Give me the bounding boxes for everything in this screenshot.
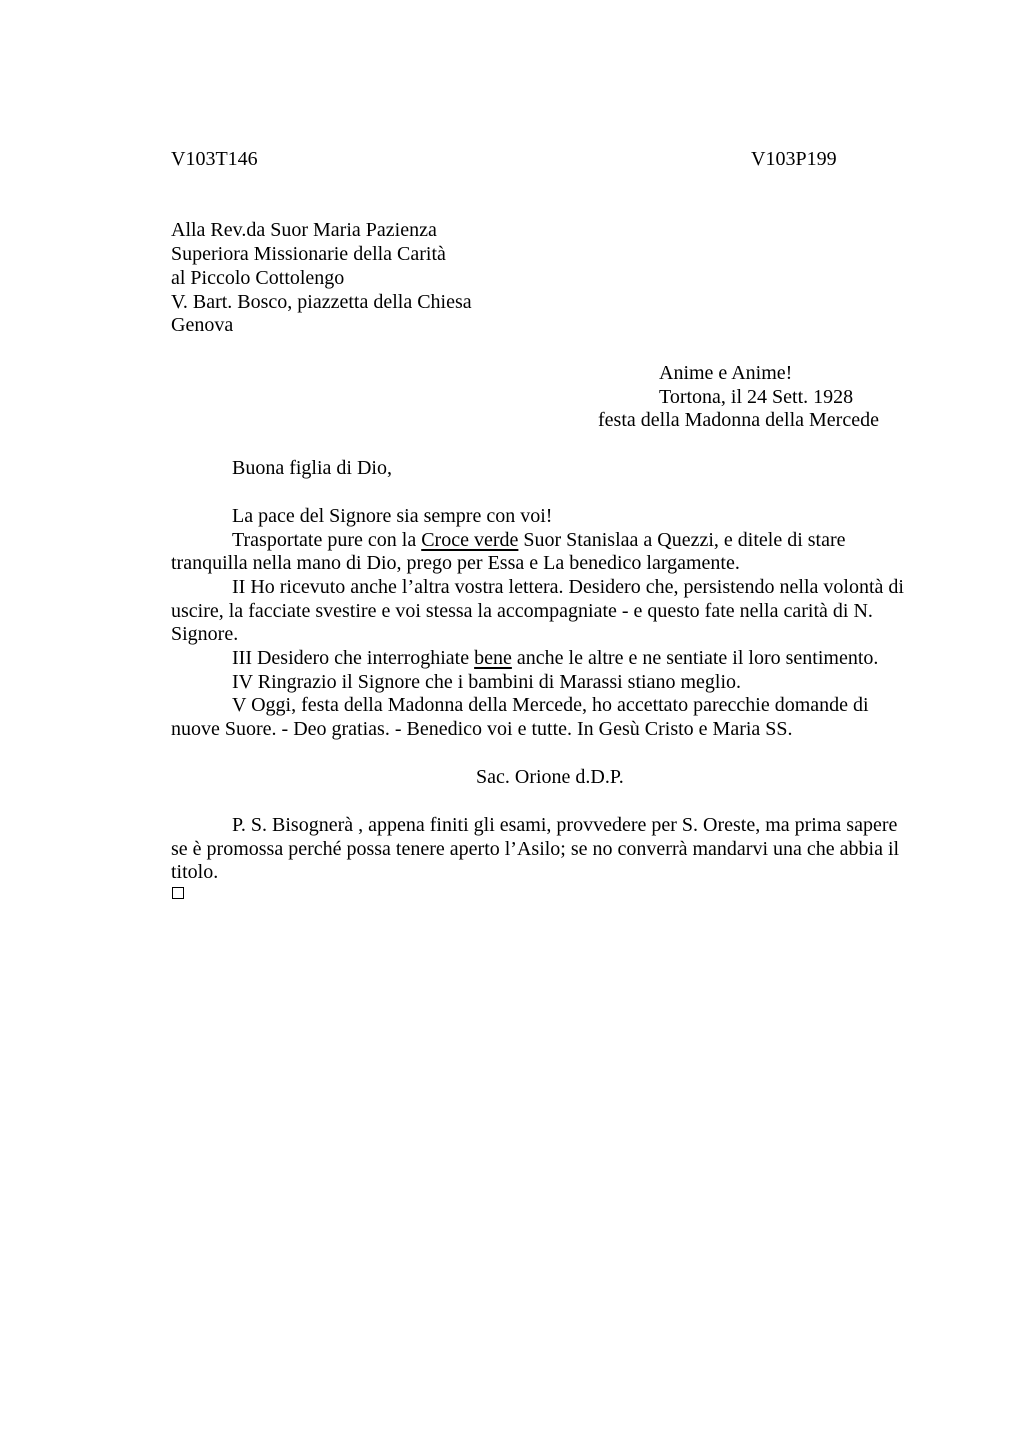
p1-underlined: Croce verde bbox=[421, 529, 519, 551]
ref-left: V103T146 bbox=[171, 148, 258, 170]
end-marker-box-icon bbox=[172, 887, 184, 899]
p1-post: Suor Stanislaa a Quezzi, e ditele di stare bbox=[518, 529, 846, 551]
paragraph-2-line-1: II Ho ricevuto anche l’altra vostra lettera. Desidero che, persistendo nella volontà di bbox=[232, 576, 904, 598]
address-line-4: V. Bart. Bosco, piazzetta della Chiesa bbox=[171, 291, 472, 313]
place-date: Tortona, il 24 Sett. 1928 bbox=[659, 386, 854, 408]
p3-underlined: bene bbox=[474, 647, 512, 669]
postscript-line-1: P. S. Bisognerà , appena finiti gli esami, provvedere per S. Oreste, ma prima sapere bbox=[232, 814, 898, 836]
salutation: Buona figlia di Dio, bbox=[232, 457, 392, 479]
paragraph-5-line-2: nuove Suore. - Deo gratias. - Benedico voi e tutte. In Gesù Cristo e Maria SS. bbox=[171, 718, 793, 740]
postscript-line-2: se è promossa perché possa tenere aperto l’Asilo; se no converrà mandarvi una che abbia il bbox=[171, 838, 900, 860]
motto: Anime e Anime! bbox=[659, 362, 793, 384]
paragraph-2-line-2: uscire, la facciate svestire e voi stessa la accompagniate - e questo fate nella carità di N. bbox=[171, 600, 873, 622]
signature: Sac. Orione d.D.P. bbox=[476, 766, 624, 788]
paragraph-1-line-1 bbox=[232, 528, 846, 552]
address-line-5: Genova bbox=[171, 314, 234, 336]
p3-post: anche le altre e ne sentiate il loro sentimento. bbox=[511, 647, 879, 669]
paragraph-4: IV Ringrazio il Signore che i bambini di Marassi stiano meglio. bbox=[232, 671, 741, 693]
feast-line: festa della Madonna della Mercede bbox=[598, 409, 879, 431]
ref-right: V103P199 bbox=[751, 148, 837, 170]
paragraph-1-line-2: tranquilla nella mano di Dio, prego per Essa e La benedico largamente. bbox=[171, 552, 740, 574]
address-line-2: Superiora Missionarie della Carità bbox=[171, 243, 446, 265]
paragraph-3 bbox=[232, 646, 878, 670]
paragraph-5-line-1: V Oggi, festa della Madonna della Mercede, ho accettato parecchie domande di bbox=[232, 694, 869, 716]
paragraph-2-line-3: Signore. bbox=[171, 623, 239, 645]
p1-pre: Trasportate pure con la bbox=[232, 529, 422, 551]
address-line-1: Alla Rev.da Suor Maria Pazienza bbox=[171, 219, 437, 241]
p3-pre: III Desidero che interroghiate bbox=[232, 647, 475, 669]
postscript-line-3: titolo. bbox=[171, 861, 219, 883]
address-line-3: al Piccolo Cottolengo bbox=[171, 267, 345, 289]
greeting: La pace del Signore sia sempre con voi! bbox=[232, 505, 553, 527]
